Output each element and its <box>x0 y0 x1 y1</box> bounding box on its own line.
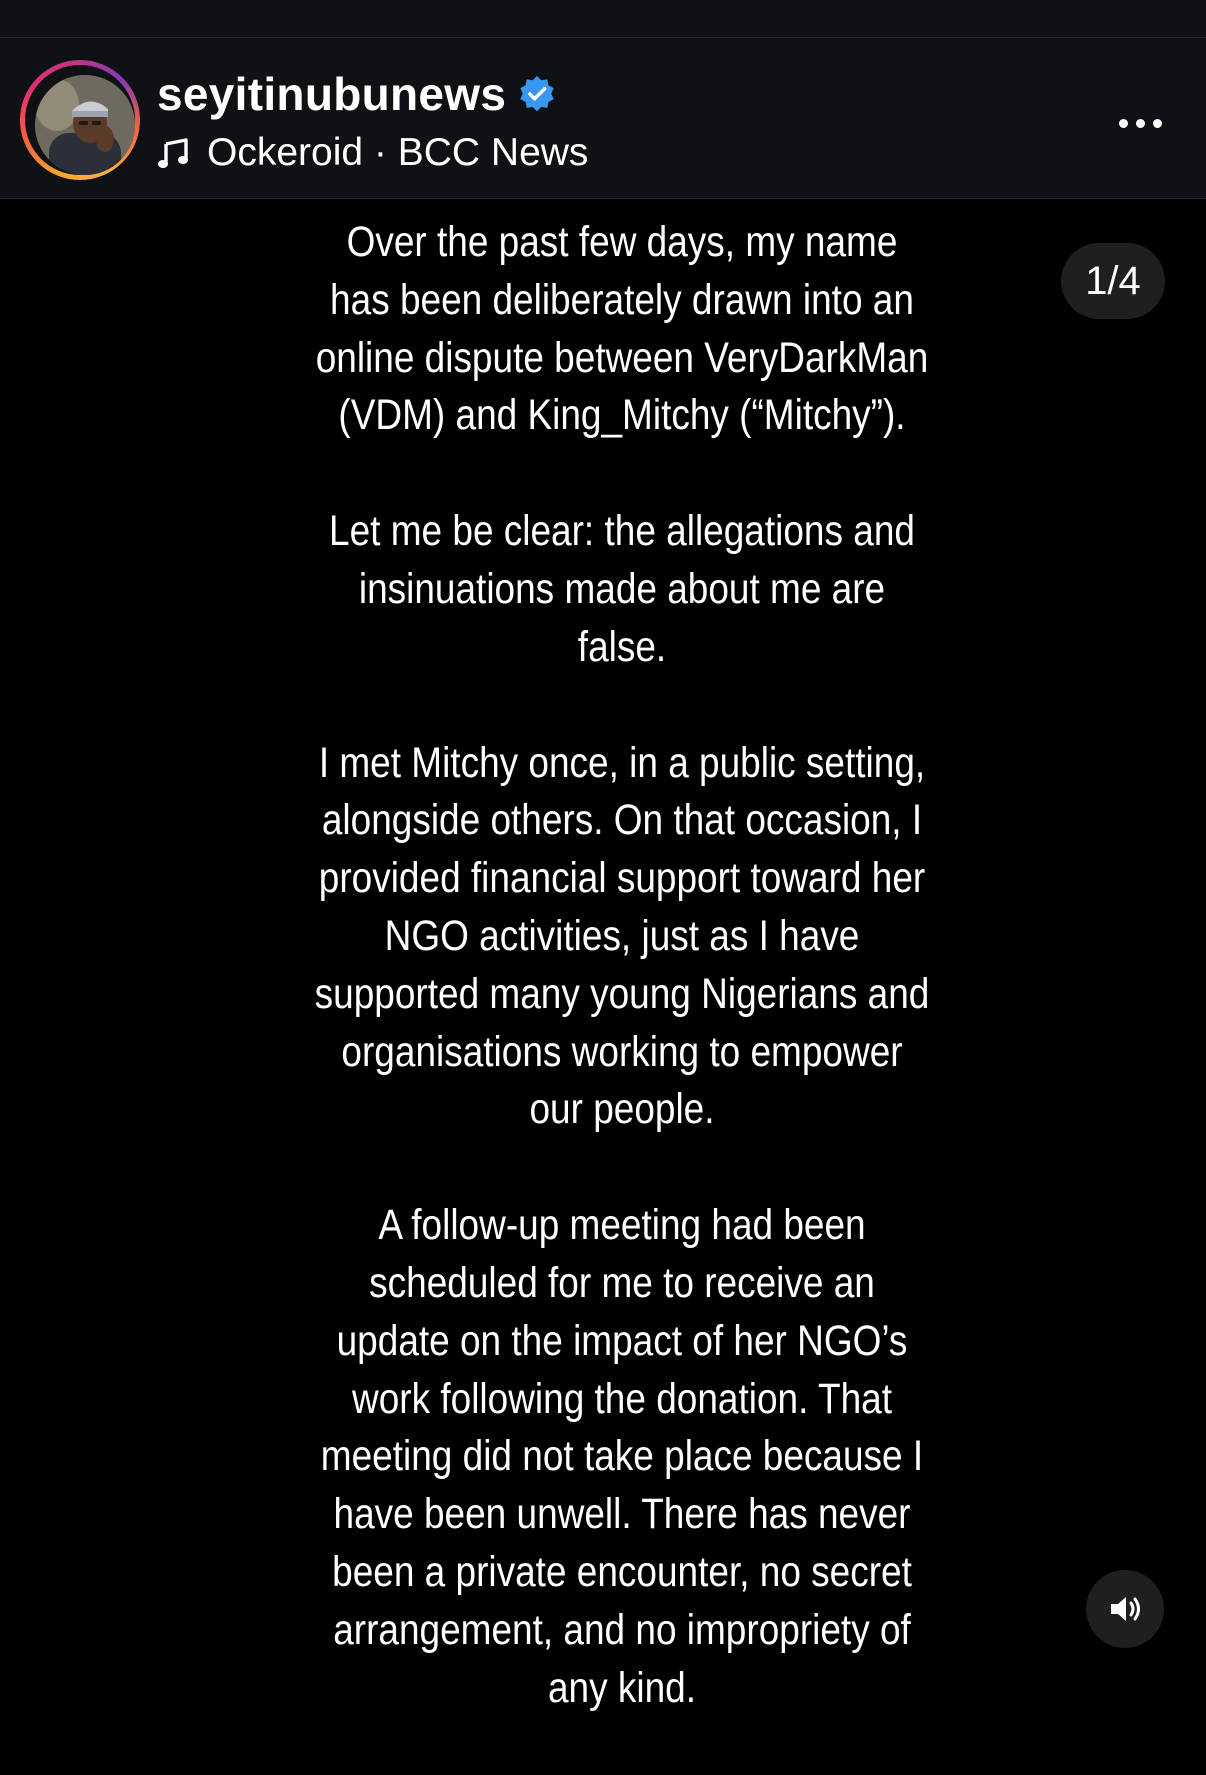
username[interactable]: seyitinubunews <box>157 68 507 120</box>
speaker-volume-icon <box>1105 1589 1145 1629</box>
verified-badge-icon <box>518 75 556 113</box>
statement-text <box>312 214 931 1775</box>
music-note-icon <box>157 136 191 170</box>
statement-paragraph: Let me be clear: the allegations and insinuations made about me are false. <box>329 507 915 671</box>
profile-avatar-ring[interactable] <box>20 60 140 180</box>
audio-separator: · <box>363 131 398 174</box>
avatar-photo <box>35 75 135 175</box>
statement-paragraph: Over the past few days, my name has been deliberately drawn into an online dispute between VeryDarkMan (VDM) and King_Mitchy (“Mitchy”). <box>315 218 929 440</box>
story-content[interactable] <box>0 199 1206 1712</box>
sound-toggle-button[interactable] <box>1086 1570 1164 1648</box>
more-options-icon <box>1119 119 1128 128</box>
statement-paragraph: I met Mitchy once, in a public setting, alongside others. On that occasion, I provided financial support toward her NGO activities, just as I have supported many young Nigerians and organisations working to empower our people. <box>314 738 930 1134</box>
page-indicator-badge: 1/4 <box>1061 243 1165 319</box>
audio-attribution[interactable] <box>157 128 588 178</box>
username-row <box>157 64 556 124</box>
statement-paragraph: A follow-up meeting had been scheduled for me to receive an update on the impact of her NGO’s work following the donation. That meeting did not take place because I have been unwell. There has never been a private encounter, no secret arrangement, and no impropriety of any kind. <box>320 1201 924 1712</box>
post-header <box>0 38 1206 199</box>
status-bar-strip <box>0 0 1206 38</box>
more-options-button[interactable] <box>1105 98 1175 148</box>
audio-track: BCC News <box>397 131 589 174</box>
avatar[interactable] <box>35 75 135 175</box>
audio-artist: Ockeroid <box>207 131 364 174</box>
